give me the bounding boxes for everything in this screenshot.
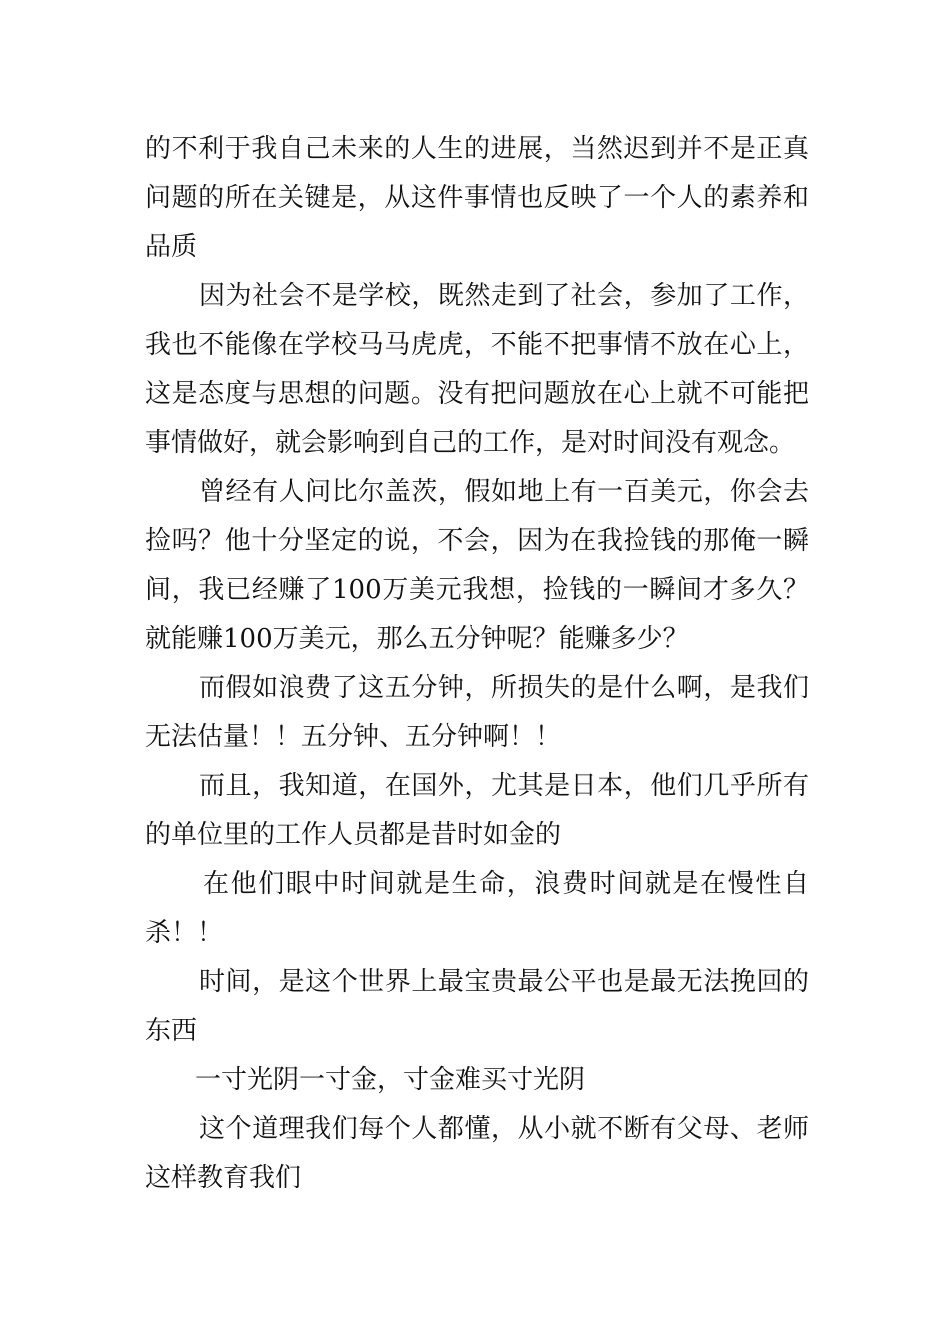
paragraph: 因为社会不是学校，既然走到了社会，参加了工作，我也不能像在学校马马虎虎，不能不把事情不放在心上，这是态度与思想的问题。没有把问题放在心上就不可能把事情做好，就会影响到自己的工作，是对时间没有观念。 — [145, 281, 809, 458]
paragraph: 在他们眼中时间就是生命，浪费时间就是在慢性自杀！！ — [145, 869, 809, 948]
paragraph-continued: 的不利于我自己未来的人生的进展，当然迟到并不是正真问题的所在关键是，从这件事情也反映了一个人的素养和品质 — [145, 134, 809, 262]
body-text — [145, 125, 809, 1203]
paragraph: 时间，是这个世界上最宝贵最公平也是最无法挽回的东西 — [145, 967, 809, 1046]
paragraph: 而且，我知道，在国外，尤其是日本，他们几乎所有的单位里的工作人员都是昔时如金的 — [145, 771, 809, 850]
paragraph: 曾经有人问比尔盖茨，假如地上有一百美元，你会去捡吗？他十分坚定的说，不会，因为在我捡钱的那俺一瞬间，我已经赚了100万美元我想，捡钱的一瞬间才多久？就能赚100万美元，那么五分钟呢？能赚多少？ — [145, 477, 809, 654]
paragraph: 而假如浪费了这五分钟，所损失的是什么啊，是我们无法估量！！五分钟、五分钟啊！！ — [145, 673, 809, 752]
paragraph: 一寸光阴一寸金，寸金难买寸光阴 — [195, 1065, 586, 1095]
paragraph: 这个道理我们每个人都懂，从小就不断有父母、老师这样教育我们 — [145, 1114, 809, 1193]
